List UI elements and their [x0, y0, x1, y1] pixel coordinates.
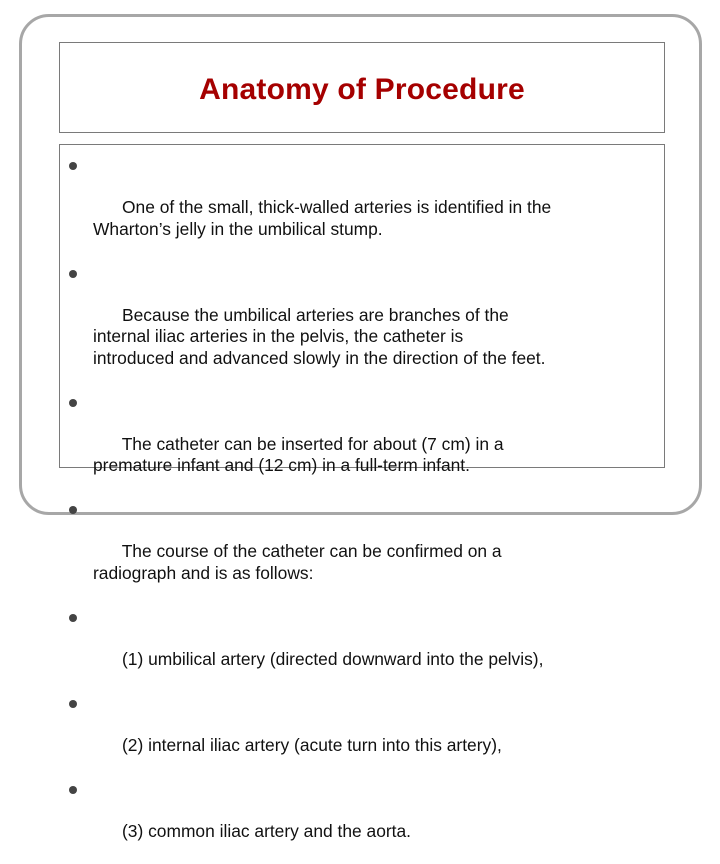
bullet-text: The course of the catheter can be confirmed on a radiograph and is as follows:	[93, 541, 502, 583]
bullet-item	[60, 262, 664, 391]
content-box	[59, 144, 665, 841]
bullet-item	[60, 391, 664, 499]
bullet-text: One of the small, thick-walled arteries is identified in the Wharton’s jelly in the umbilical stump.	[93, 197, 552, 239]
bullet-text: Because the umbilical arteries are branches of the internal iliac arteries in the pelvis, the catheter is introduced and advanced slowly in the direction of the feet.	[93, 304, 546, 368]
bullet-text: (2) internal iliac artery (acute turn into this artery),	[122, 734, 502, 755]
bullet-dot-icon	[69, 700, 77, 708]
bullet-dot-icon	[69, 399, 77, 407]
bullet-dot-icon	[69, 270, 77, 278]
slide-title: Anatomy of Procedure	[199, 73, 525, 106]
bullet-dot-icon	[69, 162, 77, 170]
bullet-text: The catheter can be inserted for about (7 cm) in a premature infant and (12 cm) in a full-term infant.	[93, 433, 504, 475]
bullet-text: (1) umbilical artery (directed downward into the pelvis),	[122, 648, 544, 669]
bullet-item	[60, 606, 664, 692]
bullet-text: (3) common iliac artery and the aorta.	[122, 820, 412, 841]
title-box	[59, 42, 665, 133]
bullet-dot-icon	[69, 506, 77, 514]
bullet-dot-icon	[69, 614, 77, 622]
bullet-item	[60, 692, 664, 778]
bullet-item	[60, 778, 664, 864]
bullet-list	[60, 154, 664, 864]
bullet-item	[60, 154, 664, 262]
bullet-item	[60, 498, 664, 606]
bullet-dot-icon	[69, 786, 77, 794]
